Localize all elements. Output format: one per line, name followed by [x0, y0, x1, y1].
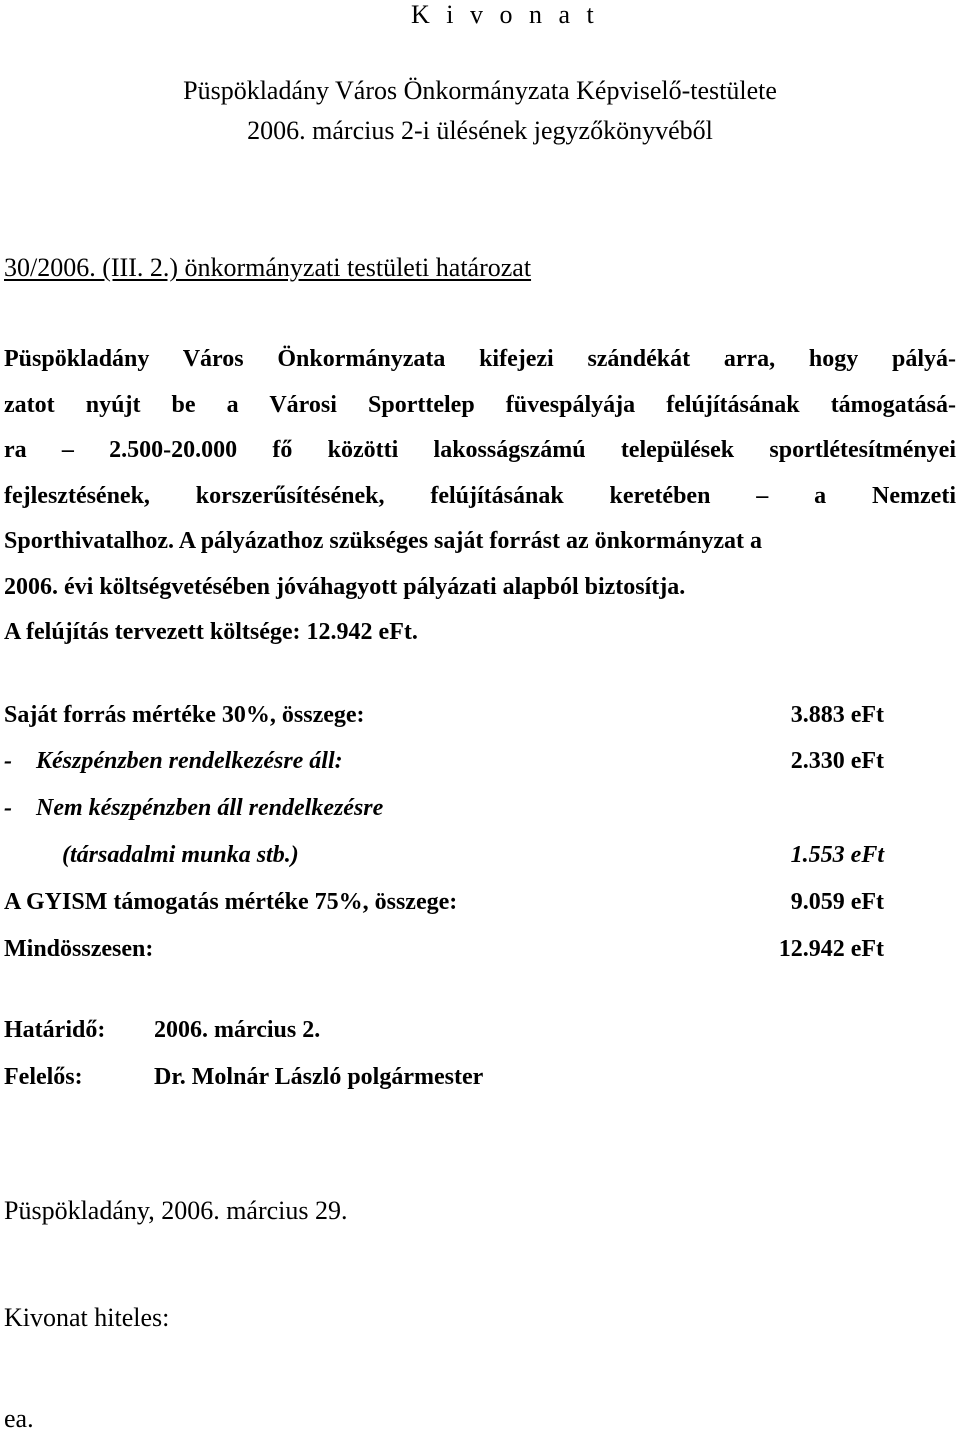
- resolution-line: Sporthivatalhoz. A pályázathoz szükséges saját forrást az önkormányzat a: [4, 528, 762, 554]
- total-label: Mindösszesen:: [4, 936, 154, 962]
- minutes-date-line: 2006. március 2-i ülésének jegyzőkönyvéből: [247, 116, 713, 145]
- noncash-detail-label: (társadalmi munka stb.): [62, 842, 299, 868]
- deadline-row: [4, 1017, 320, 1044]
- cash-value: 2.330 eFt: [790, 748, 884, 774]
- own-source-value: 3.883 eFt: [790, 702, 884, 728]
- noncash-row: [4, 795, 904, 835]
- certification-label: Kivonat hiteles:: [4, 1303, 170, 1332]
- gyism-label: A GYISM támogatás mértéke 75%, összege:: [4, 889, 458, 915]
- responsible-row: [4, 1064, 483, 1091]
- noncash-label: - Nem készpénzben áll rendelkezésre: [4, 795, 384, 821]
- resolution-line: fejlesztésének, korszerűsítésének, felújításának keretében – a Nemzeti: [4, 482, 956, 509]
- resolution-line: 2006. évi költségvetésében jóváhagyott pályázati alapból biztosítja.: [4, 573, 686, 600]
- responsible-label: Felelős:: [4, 1064, 83, 1090]
- resolution-line: A felújítás tervezett költsége: 12.942 eFt.: [4, 619, 418, 645]
- resolution-line: Püspökladány Város Önkormányzata kifejezi szándékát arra, hogy pályá-: [4, 346, 956, 372]
- responsible-value: Dr. Molnár László polgármester: [154, 1064, 484, 1090]
- place-date: Püspökladány, 2006. március 29.: [4, 1196, 348, 1225]
- deadline-value: 2006. március 2.: [154, 1017, 321, 1043]
- initials: ea.: [4, 1404, 34, 1433]
- resolution-number: 30/2006. (III. 2.) önkormányzati testületi határozat: [4, 253, 532, 282]
- total-row: [4, 936, 904, 976]
- gyism-value: 9.059 eFt: [790, 889, 884, 915]
- resolution-line: zatot nyújt be a Városi Sporttelep füvespályája felújításának támogatásá-: [4, 391, 956, 418]
- total-value: 12.942 eFt: [778, 936, 884, 962]
- noncash-detail-row: [4, 842, 904, 882]
- noncash-value: 1.553 eFt: [790, 842, 884, 868]
- cash-row: [4, 748, 904, 788]
- own-source-row: [4, 702, 904, 742]
- gyism-row: [4, 889, 904, 929]
- deadline-label: Határidő:: [4, 1017, 106, 1043]
- organization-line: Püspökladány Város Önkormányzata Képviselő-testülete: [183, 76, 777, 105]
- cash-label: - Készpénzben rendelkezésre áll:: [4, 748, 343, 774]
- own-source-label: Saját forrás mértéke 30%, összege:: [4, 702, 365, 728]
- resolution-body: [4, 337, 956, 656]
- resolution-line: ra – 2.500-20.000 fő közötti lakosságszámú települések sportlétesítményei: [4, 437, 956, 463]
- document-title: K i v o n a t: [411, 0, 599, 29]
